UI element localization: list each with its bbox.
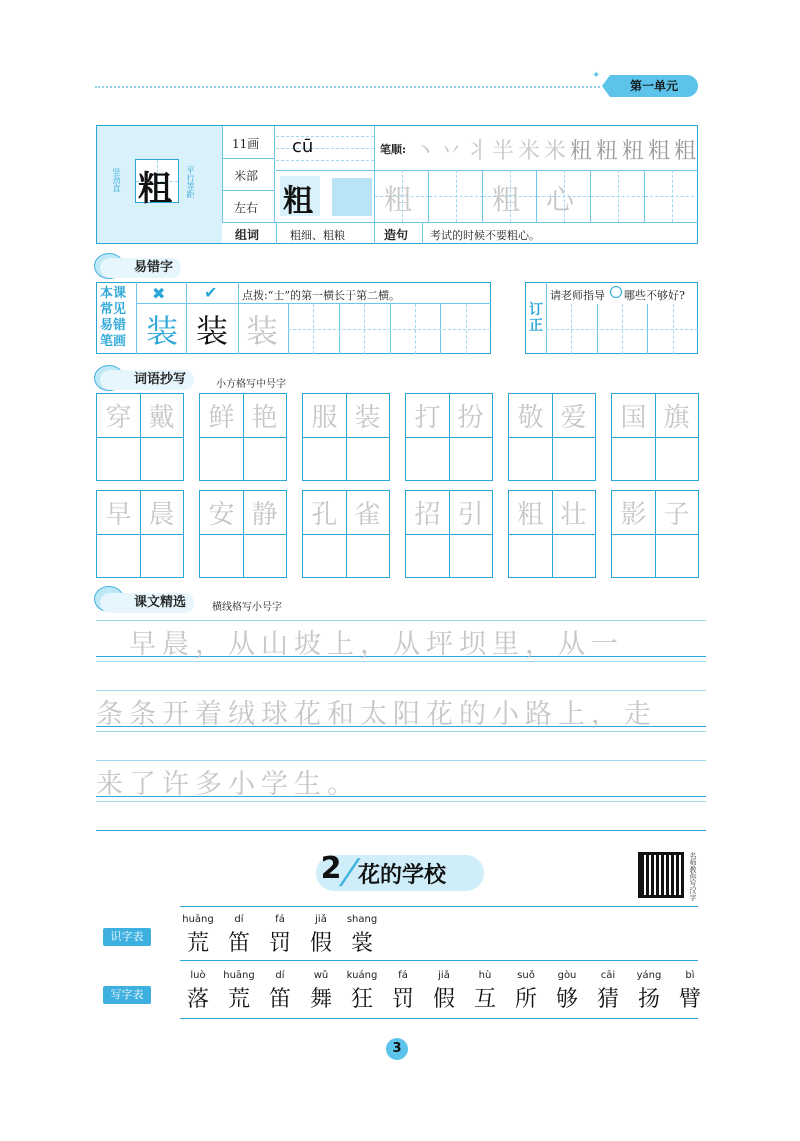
words-copy-subtitle: 小方格写中号字 [216, 379, 286, 390]
word-trace-char: 招 [414, 500, 441, 530]
recognize-top-line [180, 906, 698, 907]
text-copy-badge: 课文精选 [100, 593, 194, 613]
slash-icon: / [336, 852, 363, 892]
stroke-step: 粈 [595, 139, 618, 164]
hanzi: 臂 [678, 987, 701, 1012]
hanzi: 荒 [186, 931, 209, 956]
pinyin-label: yáng [636, 970, 662, 981]
grid-divider [97, 534, 183, 535]
word-copy-box[interactable] [302, 490, 390, 578]
text-trace-line: 条条开着绒球花和太阳花的小路上，走 [96, 699, 657, 730]
guide-line [546, 329, 698, 330]
word-copy-box[interactable] [405, 393, 493, 481]
text-copy-subtitle: 横线格写小号字 [212, 602, 282, 613]
correction-label [529, 302, 545, 334]
guide-line [288, 329, 491, 330]
sentence: 考试的时候不要粗心。 [430, 229, 540, 242]
hanzi: 笛 [268, 987, 291, 1012]
unit-tab: 第一单元 [610, 75, 698, 97]
tip: 点拨:“士”的第一横长于第二横。 [242, 289, 400, 302]
practice-trace-char: 粗 [384, 183, 413, 216]
hanzi: 罚 [268, 931, 291, 956]
left-note: 竖劲直 [112, 168, 121, 192]
pinyin-label: dí [234, 914, 244, 925]
lesson-number: 2 [320, 851, 342, 886]
stroke-step: 丷 [439, 139, 462, 164]
right-char: 装 [196, 312, 229, 350]
side-label-line: 常见 [100, 302, 127, 317]
grid-divider [509, 534, 595, 535]
focus-char: 粗 [138, 169, 172, 209]
radical: 米部 [234, 169, 259, 183]
hanzi: 狂 [350, 987, 373, 1012]
word-trace-char: 安 [208, 500, 235, 530]
side-label-line: 笔画 [100, 334, 127, 349]
hanzi: 假 [309, 931, 332, 956]
word-copy-box[interactable] [96, 490, 184, 578]
shaded-box [332, 178, 372, 216]
word-trace-char: 晨 [148, 500, 175, 530]
grid-divider [97, 437, 183, 438]
practice-cell[interactable] [644, 170, 698, 222]
mistakes-badge: 易错字 [100, 258, 181, 278]
sentence-label: 造句 [384, 228, 409, 242]
practice-trace-char: 粗 [492, 183, 521, 216]
star-icon: ✦ [592, 70, 601, 81]
stroke-step: 半 [491, 139, 514, 164]
pinyin-box [276, 126, 374, 170]
pinyin-label: kuáng [346, 970, 378, 981]
practice-cell[interactable] [428, 170, 482, 222]
guide-line [429, 196, 483, 197]
pinyin-label: hù [478, 970, 492, 981]
hanzi: 假 [432, 987, 455, 1012]
wrong-char: 装 [146, 312, 179, 350]
pinyin-label: bì [685, 970, 695, 981]
word-copy-box[interactable] [508, 490, 596, 578]
correction-prompt: 请老师指导 [550, 289, 605, 302]
word-trace-char: 孔 [311, 500, 338, 530]
ruled-line [96, 830, 706, 831]
correction-grid[interactable] [546, 304, 698, 354]
stroke-step: 丬 [465, 139, 488, 164]
write-tag: 写字表 [103, 986, 151, 1004]
hanzi: 扬 [637, 987, 660, 1012]
word-copy-box[interactable] [96, 393, 184, 481]
word-copy-box[interactable] [199, 393, 287, 481]
pinyin-label: cāi [600, 970, 616, 981]
hanzi: 舞 [309, 987, 332, 1012]
ruled-line [96, 661, 706, 662]
right-icon: ✔ [204, 283, 218, 302]
words: 粗细、粗粮 [290, 229, 345, 242]
word-copy-box[interactable] [199, 490, 287, 578]
guide-line [645, 196, 699, 197]
word-trace-char: 子 [663, 500, 690, 530]
pinyin-label: suǒ [517, 970, 535, 981]
stroke-step: 粈 [569, 139, 592, 164]
mistakes-side-label [100, 286, 134, 350]
word-trace-char: 敬 [517, 403, 544, 433]
stroke-order-label: 笔顺: [380, 143, 407, 156]
pinyin-label: jiǎ [438, 970, 450, 981]
stroke-step: 米 [517, 139, 540, 164]
hanzi: 互 [473, 987, 496, 1012]
grid-divider [303, 534, 389, 535]
hanzi: 笛 [227, 931, 250, 956]
word-trace-char: 壮 [560, 500, 587, 530]
word-copy-box[interactable] [405, 490, 493, 578]
grid-divider [612, 534, 698, 535]
text-trace-line: 早晨，从山坡上，从坪坝里，从一 [96, 629, 624, 660]
ruled-line [96, 801, 706, 802]
correction-label-line: 订 [529, 302, 543, 318]
write-bottom-line [180, 1018, 698, 1019]
trace-char: 装 [246, 312, 279, 350]
pinyin-label: shang [346, 914, 378, 925]
qr-code-icon[interactable] [638, 852, 684, 898]
hanzi: 裳 [350, 931, 373, 956]
wrong-icon: ✖ [152, 284, 166, 303]
correction-label-line: 正 [529, 318, 543, 334]
practice-main-char: 粗 [283, 184, 313, 219]
word-copy-box[interactable] [302, 393, 390, 481]
hanzi: 猜 [596, 987, 619, 1012]
smile-icon [610, 286, 622, 298]
stroke-order [412, 134, 698, 162]
practice-trace-char: 心 [546, 183, 575, 216]
page-number: 3 [386, 1038, 408, 1060]
stroke-step: 丶 [413, 139, 436, 164]
hanzi: 够 [555, 987, 578, 1012]
ruled-line [96, 690, 706, 691]
grid-divider [303, 437, 389, 438]
text-trace-line: 来了许多小学生。 [96, 769, 360, 800]
hanzi: 罚 [391, 987, 414, 1012]
word-trace-char: 艳 [251, 403, 278, 433]
grid-divider [612, 437, 698, 438]
word-copy-box[interactable] [611, 393, 699, 481]
ruled-line [96, 731, 706, 732]
pinyin-label: fá [275, 914, 285, 925]
word-trace-char: 打 [414, 403, 441, 433]
word-trace-char: 鲜 [208, 403, 235, 433]
pinyin-label: huāng [223, 970, 255, 981]
lesson-title: 花的学校 [358, 863, 447, 888]
practice-main-box [280, 176, 320, 219]
recognize-tag: 识字表 [103, 928, 151, 946]
stroke-count: 11画 [232, 137, 260, 151]
side-label-line: 易错 [100, 318, 127, 333]
hanzi: 所 [514, 987, 537, 1012]
word-trace-char: 旗 [663, 403, 690, 433]
mistake-practice-grid[interactable] [288, 304, 491, 354]
pinyin-label: dí [275, 970, 285, 981]
grid-divider [406, 534, 492, 535]
stroke-step: 米 [543, 139, 566, 164]
side-label-line: 本课 [100, 286, 127, 301]
grid-divider [509, 437, 595, 438]
word-trace-char: 戴 [148, 403, 175, 433]
pinyin-label: wǔ [313, 970, 329, 981]
word-trace-char: 穿 [105, 403, 132, 433]
char-card-focus [97, 126, 222, 243]
word-copy-box[interactable] [611, 490, 699, 578]
practice-grid[interactable] [374, 170, 698, 222]
stroke-step: 粈 [621, 139, 644, 164]
practice-cell[interactable] [590, 170, 644, 222]
word-trace-char: 影 [620, 500, 647, 530]
focus-char-box [135, 159, 179, 209]
pinyin-label: fá [398, 970, 408, 981]
ruled-line [96, 760, 706, 761]
grid-divider [200, 534, 286, 535]
structure: 左右 [234, 201, 259, 215]
right-note: 平行等距 [186, 166, 195, 198]
guide-line [591, 196, 645, 197]
word-trace-char: 雀 [354, 500, 381, 530]
pinyin-label: jiǎ [315, 914, 327, 925]
word-trace-char: 粗 [517, 500, 544, 530]
correction-question: 哪些不够好? [624, 289, 685, 302]
words-label: 组词 [235, 228, 260, 242]
word-trace-char: 引 [457, 500, 484, 530]
words-copy-badge: 词语抄写 [100, 370, 194, 390]
header-divider [95, 86, 600, 88]
word-copy-box[interactable] [508, 393, 596, 481]
grid-divider [406, 437, 492, 438]
stroke-step: 粗 [647, 139, 670, 164]
pinyin-label: luò [190, 970, 206, 981]
pinyin: cū [292, 136, 314, 157]
word-trace-char: 扮 [457, 403, 484, 433]
qr-caption: 名师教你写汉字 [689, 852, 697, 901]
ruled-line [96, 620, 706, 621]
word-trace-char: 爱 [560, 403, 587, 433]
word-trace-char: 早 [105, 500, 132, 530]
word-trace-char: 静 [251, 500, 278, 530]
hanzi: 落 [186, 987, 209, 1012]
stroke-step: 粗 [673, 139, 696, 164]
pinyin-label: gòu [557, 970, 577, 981]
hanzi: 荒 [227, 987, 250, 1012]
word-trace-char: 服 [311, 403, 338, 433]
word-trace-char: 国 [620, 403, 647, 433]
recognize-bottom-line [180, 960, 698, 961]
word-trace-char: 装 [354, 403, 381, 433]
grid-divider [200, 437, 286, 438]
pinyin-label: huāng [182, 914, 214, 925]
